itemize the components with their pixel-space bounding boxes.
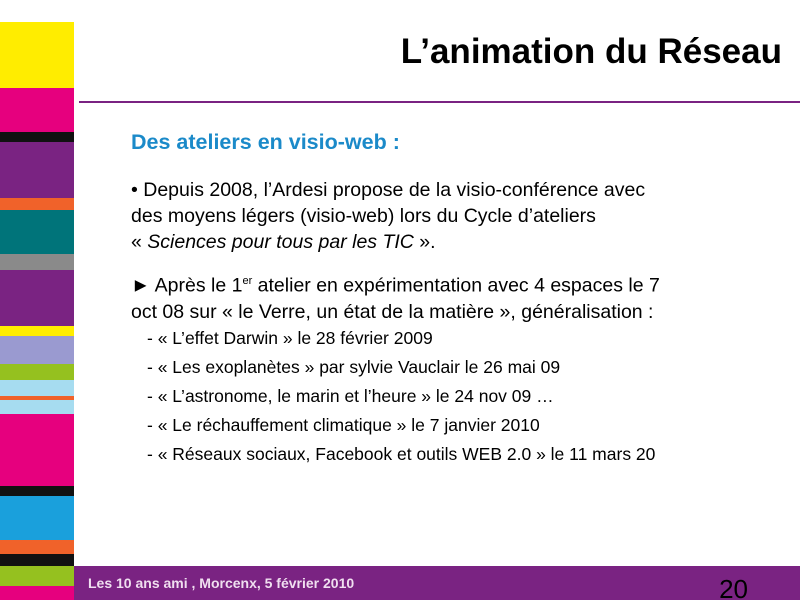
arrow-line-1-after: atelier en expérimentation avec 4 espaces le 7 [252, 274, 660, 297]
title-divider [79, 101, 800, 103]
stripe-light-blue [0, 380, 74, 396]
stripe-black [0, 132, 74, 142]
bullet-line-2: des moyens légers (visio-web) lors du Cycle d’ateliers [131, 205, 596, 227]
slide-title: L’animation du Réseau [400, 32, 782, 71]
stripe-purple-2 [0, 270, 74, 326]
stripe-light-blue-2 [0, 400, 74, 414]
cycle-name: Sciences pour tous par les TIC [147, 231, 414, 253]
stripe-teal [0, 210, 74, 254]
bullet-paragraph [131, 177, 645, 255]
stripe-orange [0, 198, 74, 210]
quote-open: « [131, 231, 148, 253]
bullet-dot-icon: • [131, 179, 138, 201]
session-item: - « L’astronome, le marin et l’heure » le 24 nov 09 … [147, 386, 554, 406]
stripe-yellow [0, 22, 74, 88]
ordinal-superscript: er [242, 275, 253, 287]
session-item: - « Les exoplanètes » par sylvie Vauclair le 26 mai 09 [147, 357, 561, 377]
stripe-white [0, 0, 74, 22]
left-color-stripes [0, 0, 74, 600]
bullet-line-1-text: Depuis 2008, l’Ardesi propose de la visio-conférence avec [143, 179, 646, 201]
bullet-line-3 [131, 229, 645, 255]
stripe-orange-3 [0, 540, 74, 554]
stripe-magenta-2 [0, 414, 74, 486]
session-item: - « L’effet Darwin » le 28 février 2009 [147, 328, 433, 348]
stripe-green-2 [0, 566, 74, 586]
arrow-paragraph [131, 268, 660, 325]
stripe-grey [0, 254, 74, 270]
stripe-green [0, 364, 74, 380]
stripe-black-3 [0, 554, 74, 566]
stripe-black-2 [0, 486, 74, 496]
stripe-magenta-3 [0, 586, 74, 600]
stripe-lavender [0, 336, 74, 364]
arrow-line-1 [131, 268, 660, 299]
stripe-yellow-2 [0, 326, 74, 336]
session-item: - « Le réchauffement climatique » le 7 janvier 2010 [147, 415, 540, 435]
page-number: 20 [719, 574, 748, 604]
arrow-line-2: oct 08 sur « le Verre, un état de la matière », généralisation : [131, 300, 654, 323]
arrow-line-1-before: Après le 1 [154, 274, 243, 297]
stripe-blue [0, 496, 74, 540]
session-item: - « Réseaux sociaux, Facebook et outils WEB 2.0 » le 11 mars 20 [147, 444, 656, 464]
quote-close: ». [413, 231, 436, 253]
section-heading: Des ateliers en visio-web : [131, 130, 400, 154]
footer-bar [74, 566, 800, 604]
triangle-right-icon: ► [131, 274, 151, 297]
stripe-magenta [0, 88, 74, 132]
bullet-line-1 [131, 177, 645, 203]
stripe-purple [0, 142, 74, 198]
footer-caption: Les 10 ans ami , Morcenx, 5 février 2010 [88, 575, 355, 591]
